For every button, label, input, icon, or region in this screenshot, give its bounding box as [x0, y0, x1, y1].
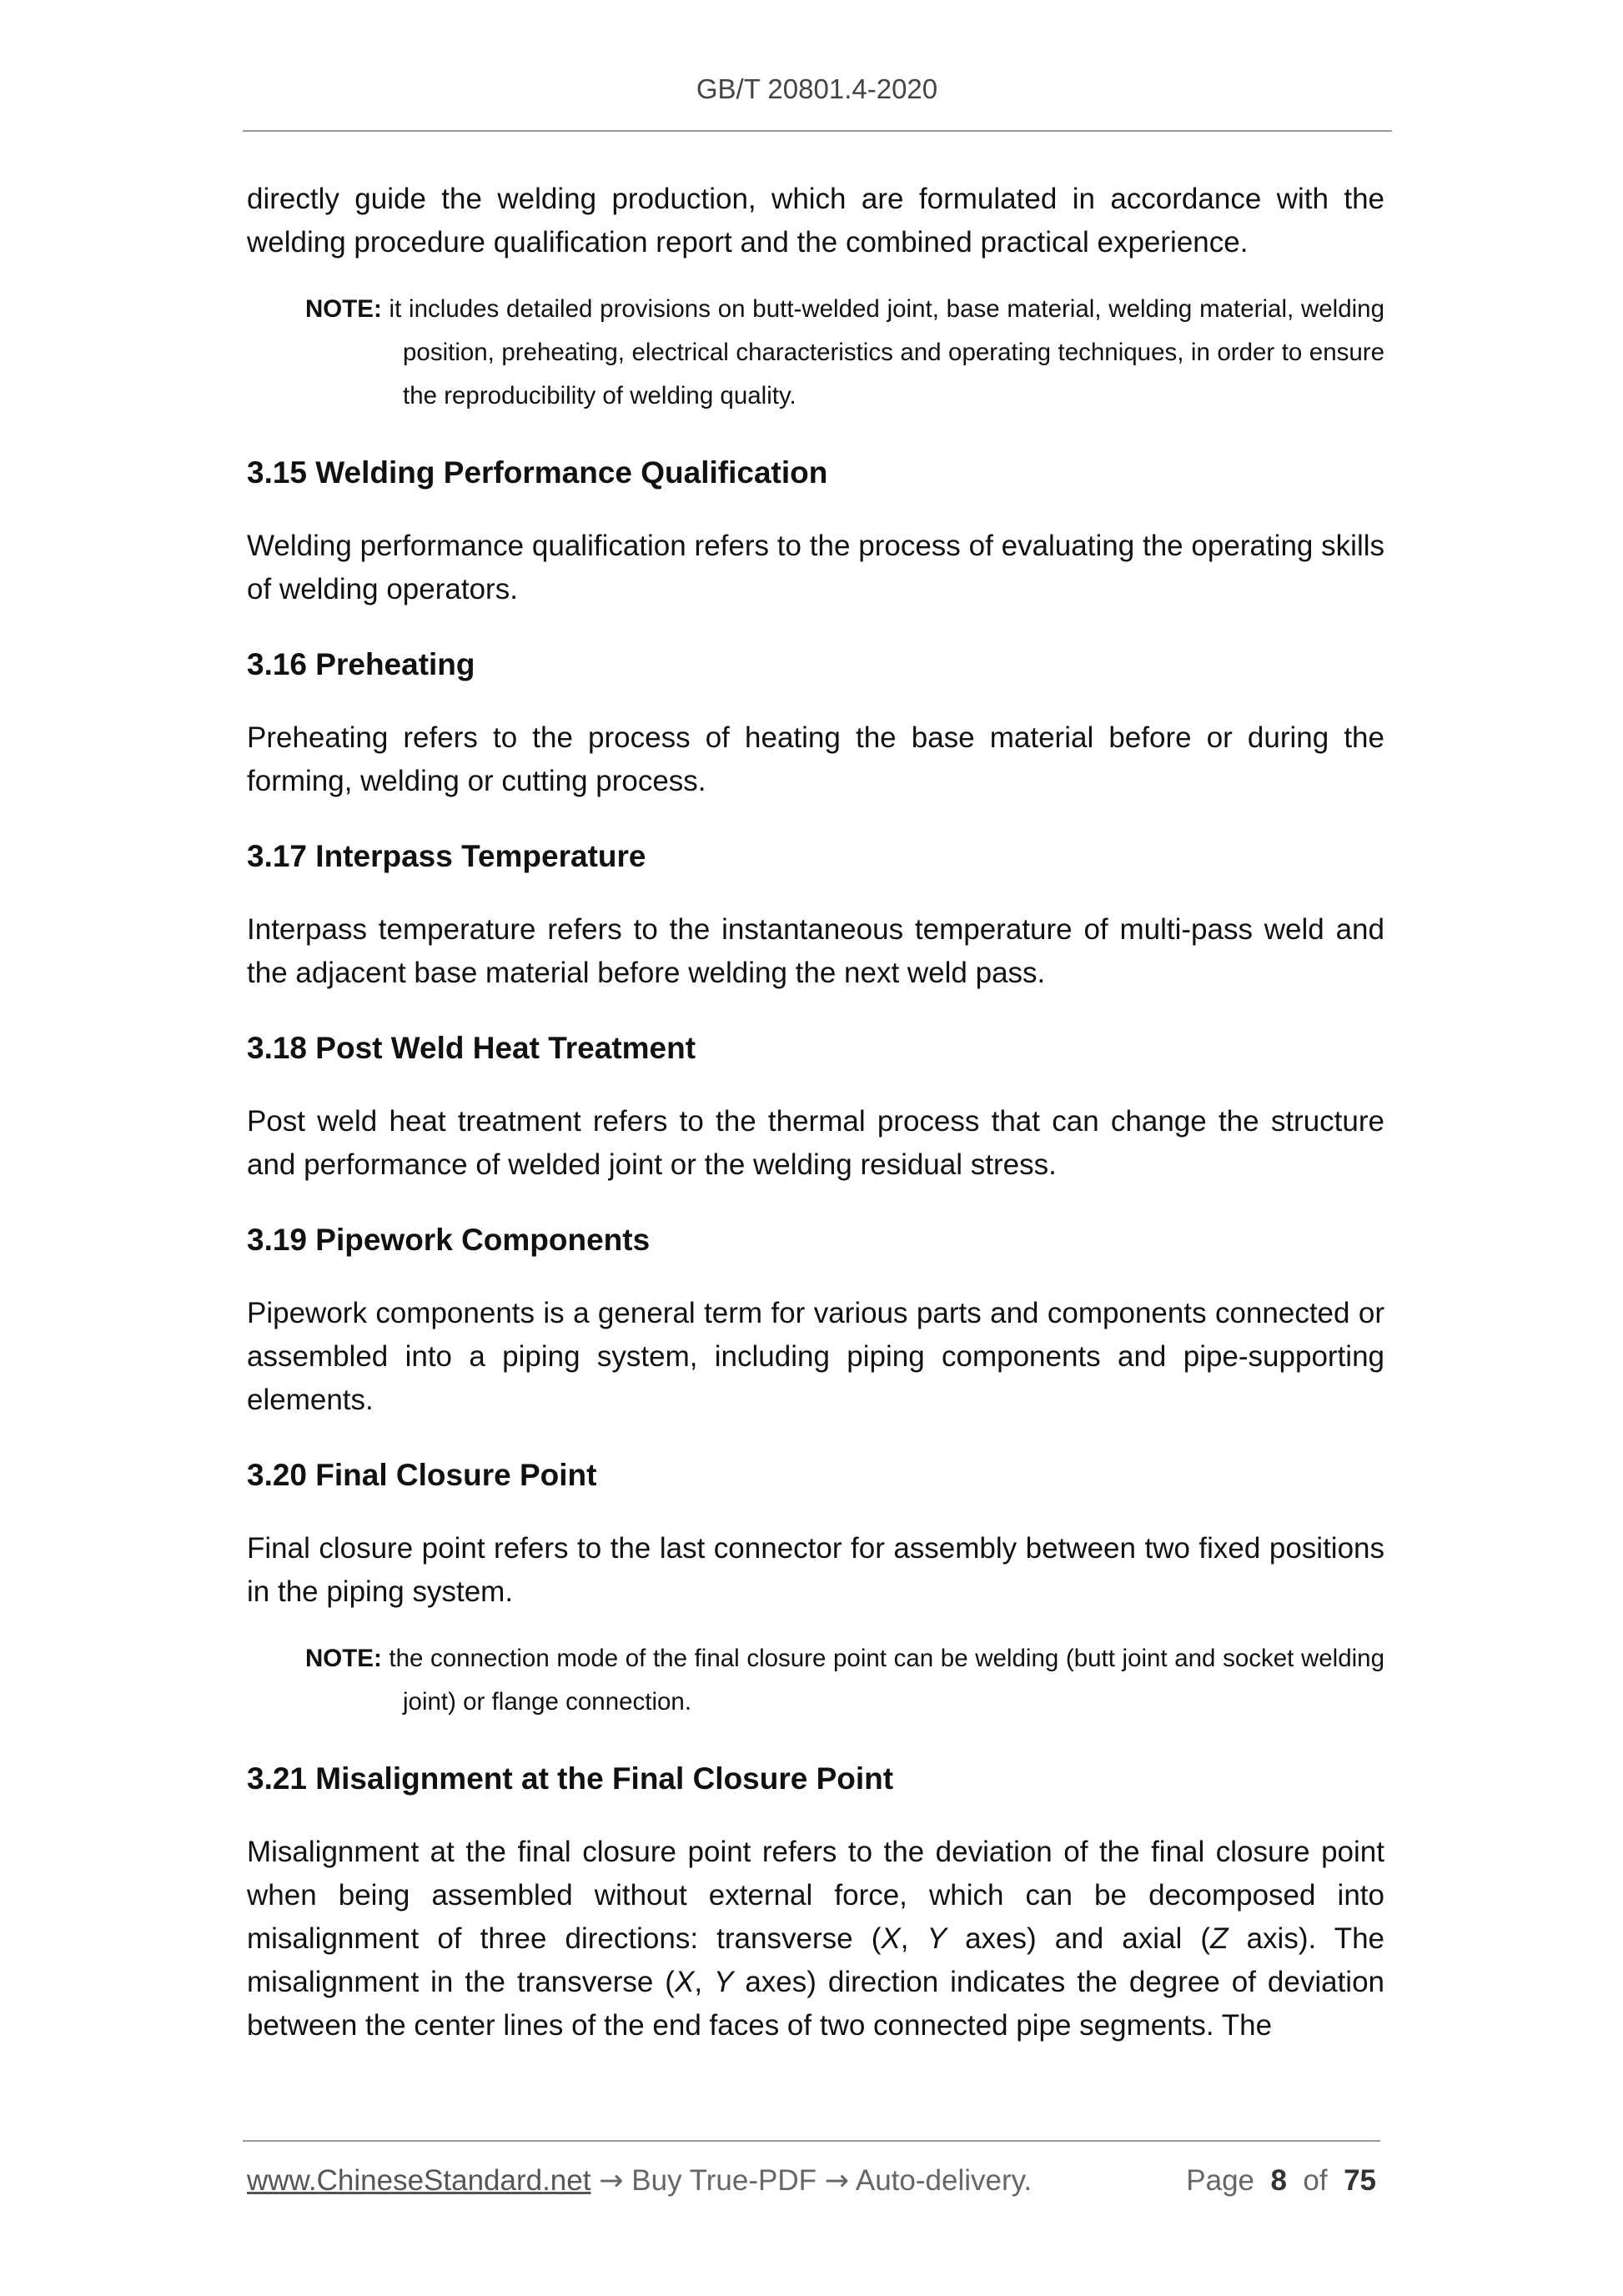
section-heading-3-21: 3.21 Misalignment at the Final Closure Point	[247, 1761, 894, 1796]
axis-x: X	[881, 1922, 901, 1955]
section-heading-3-18: 3.18 Post Weld Heat Treatment	[247, 1031, 696, 1065]
delivery-text: Auto-delivery.	[855, 2164, 1033, 2197]
note-text: the connection mode of the final closure point can be welding (butt joint and socket welding joint) or flange connection.	[389, 1645, 1384, 1716]
text-run: axis). The misalignment in the transverse (	[247, 1922, 1385, 1998]
footer-divider	[243, 2140, 1380, 2142]
text-run: axes) direction indicates the degree of deviation between the center lines of the end faces of two connected pipe segments. The	[247, 1966, 1385, 2042]
section-body-3-15: Welding performance qualification refers to the process of evaluating the operating skills of welding operators.	[247, 530, 1384, 605]
page-content	[247, 178, 1384, 2047]
text-run: Misalignment at the final closure point refers to the deviation of the final closure point when being assembled without external force, which can be decomposed into misalignment of three directions: transverse (	[247, 1836, 1384, 1955]
section-heading-3-15: 3.15 Welding Performance Qualification	[247, 455, 828, 490]
axis-x: X	[674, 1966, 695, 1998]
page-number	[1186, 2160, 1376, 2202]
text-run: axes) and axial (	[946, 1922, 1211, 1955]
section-body-3-16: Preheating refers to the process of heating the base material before or during the forming, welding or cutting process.	[247, 721, 1384, 797]
site-link[interactable]: www.ChineseStandard.net	[247, 2164, 591, 2197]
section-body-3-20: Final closure point refers to the last connector for assembly between two fixed positions in the piping system.	[247, 1532, 1384, 1608]
note-label: NOTE:	[305, 295, 382, 323]
arrow-right-icon: →	[599, 2164, 624, 2198]
text-run: ,	[694, 1966, 715, 1998]
section-note-3-20	[305, 1637, 1384, 1724]
page-current: 8	[1270, 2164, 1287, 2197]
section-body-3-21	[247, 1831, 1384, 2047]
page-of: of	[1303, 2164, 1328, 2197]
intro-continuation: directly guide the welding production, which are formulated in accordance with the welding procedure qualification report and the combined practical experience.	[247, 183, 1384, 259]
arrow-right-icon: →	[824, 2164, 850, 2198]
axis-z: Z	[1210, 1922, 1229, 1955]
page-footer	[247, 2160, 1381, 2202]
document-id-header: GB/T 20801.4-2020	[696, 73, 938, 104]
header-divider	[243, 130, 1392, 132]
intro-note	[305, 288, 1384, 418]
note-text: it includes detailed provisions on butt-welded joint, base material, welding material, welding position, preheating, electrical characteristics and operating techniques, in order to ensure the reproducibility of welding quality.	[389, 295, 1384, 409]
section-body-3-17: Interpass temperature refers to the instantaneous temperature of multi-pass weld and the adjacent base material before welding the next weld pass.	[247, 913, 1384, 989]
section-heading-3-16: 3.16 Preheating	[247, 647, 475, 681]
section-body-3-18: Post weld heat treatment refers to the thermal process that can change the structure and performance of welded joint or the welding residual stress.	[247, 1105, 1384, 1181]
buy-text: Buy True-PDF	[631, 2164, 817, 2197]
section-body-3-19: Pipework components is a general term for various parts and components connected or assembled into a piping system, including piping components and pipe-supporting elements.	[247, 1297, 1384, 1416]
note-label: NOTE:	[305, 1645, 382, 1672]
section-heading-3-19: 3.19 Pipework Components	[247, 1223, 651, 1257]
section-heading-3-17: 3.17 Interpass Temperature	[247, 839, 646, 873]
text-run: ,	[900, 1922, 927, 1955]
axis-y: Y	[714, 1966, 734, 1998]
page-total: 75	[1344, 2164, 1376, 2197]
page-label: Page	[1186, 2164, 1255, 2197]
section-heading-3-20: 3.20 Final Closure Point	[247, 1458, 597, 1492]
axis-y: Y	[927, 1922, 947, 1955]
